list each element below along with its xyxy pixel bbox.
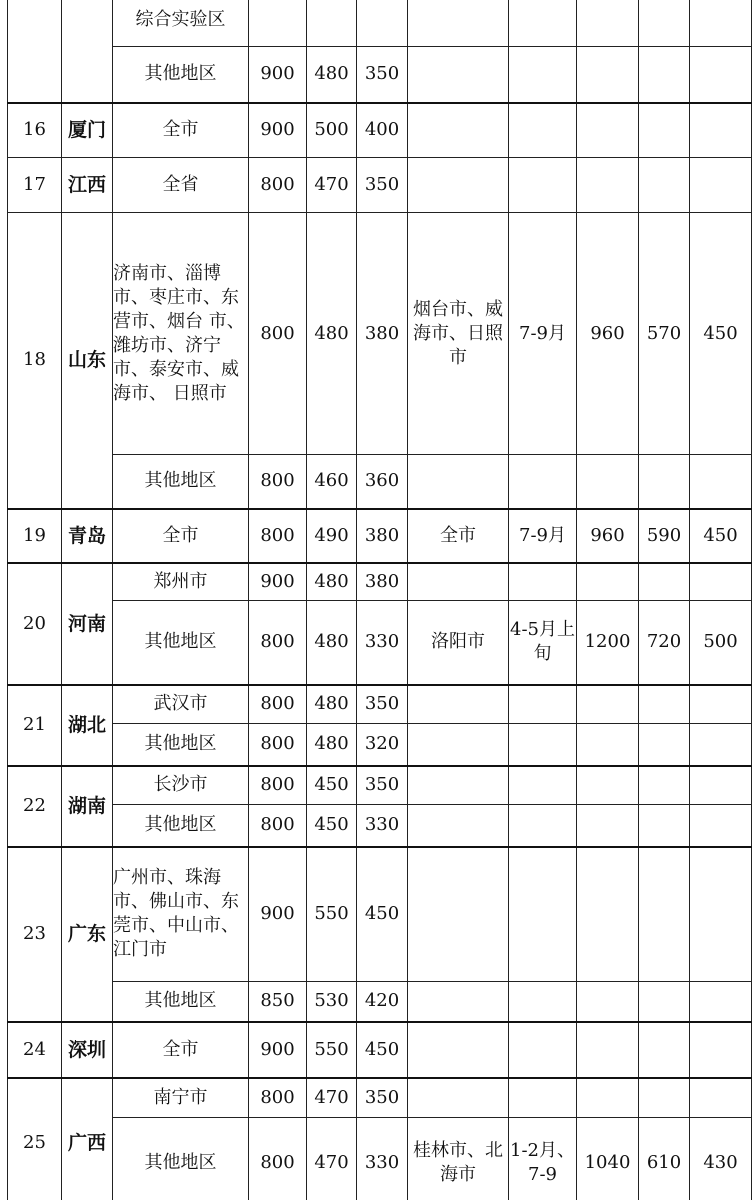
province-cell: 河南 [62,563,113,685]
table-row [8,563,752,601]
value-cell: 330 [357,805,408,847]
value-cell: 470 [307,1078,357,1118]
value-cell: 800 [249,724,307,766]
value-cell: 480 [307,213,357,455]
value-cell: 800 [249,601,307,685]
region-cell: 郑州市 [113,563,249,601]
peak-value-cell: 720 [639,601,690,685]
value-cell: 450 [357,1022,408,1078]
table-row [8,805,752,847]
value-cell: 450 [357,847,408,982]
row-number-cell: 22 [8,766,62,847]
region-cell: 南宁市 [113,1078,249,1118]
province-cell: 湖北 [62,685,113,766]
value-cell: 900 [249,47,307,103]
value-cell: 380 [357,509,408,563]
region-cell: 其他地区 [113,455,249,509]
value-cell: 470 [307,158,357,213]
value-cell: 800 [249,213,307,455]
region-cell: 全省 [113,158,249,213]
region-cell: 其他地区 [113,47,249,103]
value-cell: 380 [357,213,408,455]
row-number-cell: 25 [8,1078,62,1200]
value-cell: 900 [249,1022,307,1078]
peak-value-cell: 960 [577,213,639,455]
table-row [8,455,752,509]
province-cell: 湖南 [62,766,113,847]
peak-period-cell: 7-9月 [509,509,577,563]
peak-value-cell: 450 [690,509,752,563]
peak-value-cell: 1200 [577,601,639,685]
province-cell: 深圳 [62,1022,113,1078]
value-cell: 330 [357,601,408,685]
row-number-cell: 18 [8,213,62,509]
row-number-cell: 16 [8,103,62,158]
row-number-cell: 23 [8,847,62,1022]
value-cell: 360 [357,455,408,509]
region-cell: 其他地区 [113,982,249,1022]
value-cell: 460 [307,455,357,509]
row-number-cell [8,0,62,103]
peak-period-cell: 4-5月上旬 [509,601,577,685]
table-row [8,1022,752,1078]
value-cell: 800 [249,766,307,805]
region-cell: 长沙市 [113,766,249,805]
row-number-cell: 21 [8,685,62,766]
value-cell: 350 [357,1078,408,1118]
peak-region-cell: 洛阳市 [408,601,509,685]
table-row [8,158,752,213]
value-cell: 500 [307,103,357,158]
value-cell: 480 [307,563,357,601]
value-cell: 350 [357,766,408,805]
region-cell: 全市 [113,509,249,563]
value-cell: 400 [357,103,408,158]
province-cell: 厦门 [62,103,113,158]
peak-value-cell: 450 [690,213,752,455]
value-cell: 350 [357,158,408,213]
region-cell: 其他地区 [113,805,249,847]
value-cell: 330 [357,1118,408,1200]
peak-period-cell: 7-9月 [509,213,577,455]
peak-period-cell: 1-2月、7-9 [509,1118,577,1200]
table-row [8,685,752,724]
region-cell: 其他地区 [113,1118,249,1200]
value-cell: 480 [307,47,357,103]
region-cell: 其他地区 [113,601,249,685]
value-cell: 800 [249,158,307,213]
table-row [8,766,752,805]
table-row [8,1118,752,1200]
lodging-standard-table [7,0,752,1200]
peak-region-cell: 全市 [408,509,509,563]
value-cell: 800 [249,805,307,847]
peak-value-cell: 590 [639,509,690,563]
peak-value-cell: 960 [577,509,639,563]
value-cell: 320 [357,724,408,766]
row-number-cell: 17 [8,158,62,213]
value-cell: 900 [249,563,307,601]
value-cell: 800 [249,1118,307,1200]
peak-value-cell: 430 [690,1118,752,1200]
province-cell: 广西 [62,1078,113,1200]
value-cell: 550 [307,1022,357,1078]
row-number-cell: 24 [8,1022,62,1078]
value-cell: 350 [357,685,408,724]
value-cell: 800 [249,509,307,563]
value-cell: 530 [307,982,357,1022]
value-cell: 380 [357,563,408,601]
table-row [8,47,752,103]
peak-value-cell: 610 [639,1118,690,1200]
table-row [8,1078,752,1118]
province-cell: 青岛 [62,509,113,563]
row-number-cell: 19 [8,509,62,563]
table-row [8,847,752,982]
region-cell: 综合实验区 [113,0,249,47]
value-cell: 480 [307,685,357,724]
value-cell: 800 [249,685,307,724]
region-cell: 其他地区 [113,724,249,766]
table-row [8,982,752,1022]
region-cell: 武汉市 [113,685,249,724]
value-cell: 800 [249,1078,307,1118]
province-cell: 广东 [62,847,113,1022]
province-cell: 江西 [62,158,113,213]
peak-region-cell: 桂林市、北海市 [408,1118,509,1200]
value-cell: 450 [307,805,357,847]
table-row [8,509,752,563]
peak-region-cell: 烟台市、威海市、日照市 [408,213,509,455]
province-cell [62,0,113,103]
value-cell: 470 [307,1118,357,1200]
table-row [8,724,752,766]
region-cell: 济南市、淄博市、枣庄市、东营市、烟台 市、潍坊市、济宁市、泰安市、威海市、 日照市 [113,213,249,455]
region-cell: 全市 [113,103,249,158]
value-cell: 450 [307,766,357,805]
table-row [8,0,752,47]
peak-value-cell: 500 [690,601,752,685]
value-cell: 900 [249,847,307,982]
value-cell: 800 [249,455,307,509]
row-number-cell: 20 [8,563,62,685]
peak-value-cell: 570 [639,213,690,455]
table-row [8,601,752,685]
value-cell: 420 [357,982,408,1022]
region-cell: 广州市、珠海市、佛山市、东莞市、中山市、江门市 [113,847,249,982]
peak-value-cell: 1040 [577,1118,639,1200]
region-cell: 全市 [113,1022,249,1078]
province-cell: 山东 [62,213,113,509]
value-cell: 350 [357,47,408,103]
table-row [8,103,752,158]
value-cell: 490 [307,509,357,563]
table-row [8,213,752,455]
value-cell: 900 [249,103,307,158]
value-cell: 480 [307,724,357,766]
value-cell: 550 [307,847,357,982]
value-cell: 850 [249,982,307,1022]
value-cell: 480 [307,601,357,685]
